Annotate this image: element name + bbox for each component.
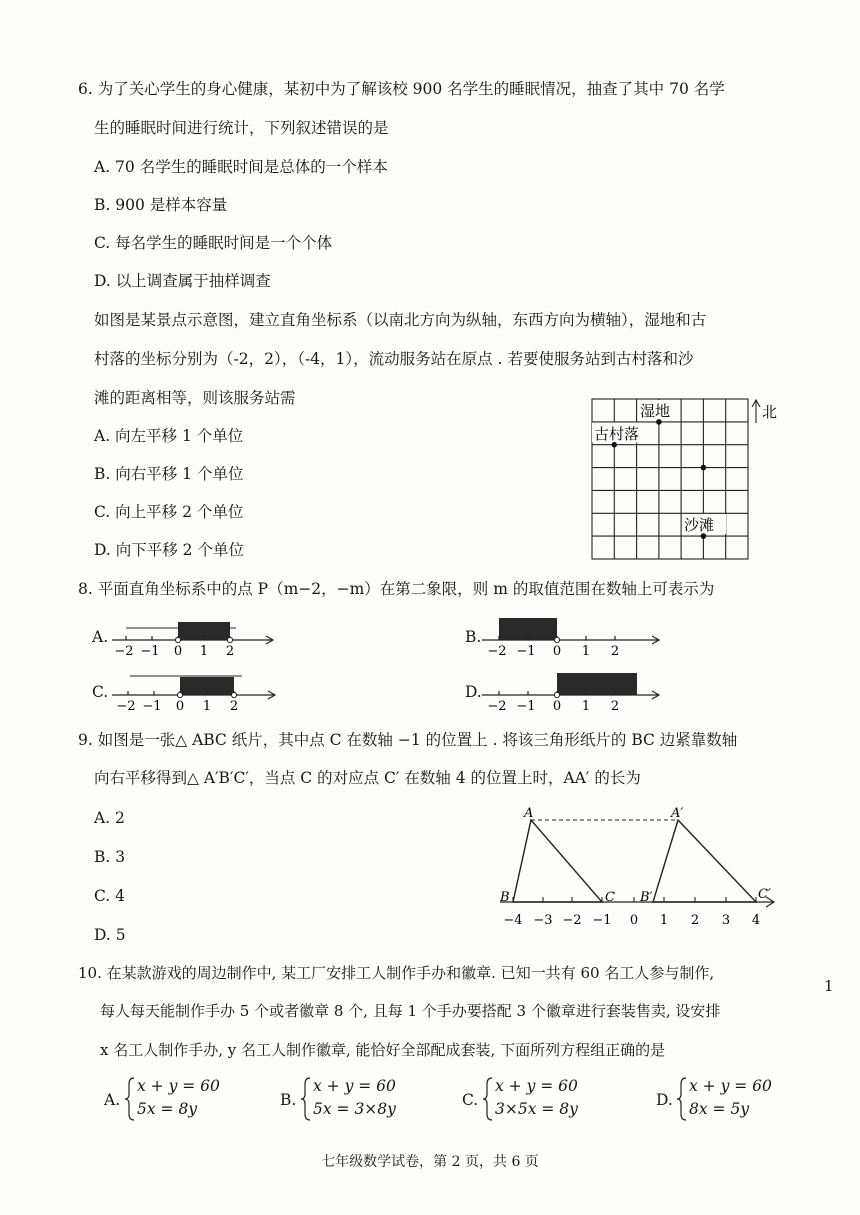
origin-point — [701, 465, 707, 471]
option-label: A. — [104, 1091, 121, 1109]
tick: −1 — [516, 644, 536, 657]
q8-option-d-label: D. — [465, 683, 482, 701]
q9-option-b: B. 3 — [94, 848, 126, 866]
tick: −3 — [533, 913, 553, 928]
q7-option-b: B. 向右平移 1 个单位 — [94, 465, 244, 483]
q9-option-c: C. 4 — [94, 887, 126, 905]
tick: −2 — [562, 913, 582, 928]
q7-option-c: C. 向上平移 2 个单位 — [94, 503, 244, 521]
equation-1: x + y = 60 — [137, 1077, 220, 1095]
north-label: 北 — [762, 403, 778, 421]
label-b: B — [500, 890, 510, 905]
tick: 0 — [629, 913, 639, 928]
brace-icon — [482, 1076, 494, 1122]
brace-icon — [124, 1076, 136, 1122]
tick: −2 — [487, 699, 507, 712]
equation-1: x + y = 60 — [495, 1077, 578, 1095]
label-c: C — [605, 890, 615, 905]
q6-option-a: A. 70 名学生的睡眠时间是总体的一个样本 — [94, 158, 388, 176]
equation-2: 5x = 8y — [137, 1100, 198, 1118]
beach-point — [701, 533, 707, 539]
brace-icon — [676, 1076, 688, 1122]
label-c-prime: C′ — [758, 887, 771, 902]
tick: −1 — [142, 699, 162, 712]
tick: 3 — [721, 913, 731, 928]
tick: 1 — [581, 644, 591, 657]
q7-stem-line2: 村落的坐标分别为（-2，2），（-4，1），流动服务站在原点 . 若要使服务站到古村落和沙 — [94, 350, 694, 368]
equation-1: x + y = 60 — [689, 1077, 772, 1095]
q10-stem-line1: 10. 在某款游戏的周边制作中, 某工厂安排工人制作手办和徽章. 已知一共有 60 名工人参与制作, — [78, 964, 715, 982]
wetland-label: 湿地 — [640, 402, 671, 420]
q7-option-a: A. 向左平移 1 个单位 — [94, 427, 244, 445]
q6-stem-line1: 6. 为了关心学生的身心健康，某初中为了解该校 900 名学生的睡眠情况，抽查了其中 70 名学 — [78, 80, 725, 98]
tick: 4 — [751, 913, 761, 928]
triangle-translation-figure — [494, 800, 784, 935]
village-label: 古村落 — [594, 425, 640, 443]
brace-icon — [300, 1076, 312, 1122]
scenic-map-grid — [586, 395, 786, 565]
equation-2: 3×5x = 8y — [495, 1100, 578, 1118]
q6-option-b: B. 900 是样本容量 — [94, 196, 228, 214]
q10-stem-line2: 每人每天能制作手办 5 个或者徽章 8 个, 且每 1 个手办要搭配 3 个徽章进行套装售卖, 设安排 — [100, 1002, 721, 1020]
q9-option-d: D. 5 — [94, 926, 126, 944]
equation-2: 8x = 5y — [689, 1100, 750, 1118]
q10-stem-line3: x 名工人制作手办, y 名工人制作徽章, 能恰好全部配成套装, 下面所列方程组正确的是 — [100, 1041, 666, 1059]
tick: 1 — [581, 699, 591, 712]
option-label: C. — [462, 1091, 479, 1109]
tick: 2 — [610, 699, 620, 712]
q6-stem-line2: 生的睡眠时间进行统计，下列叙述错误的是 — [94, 119, 389, 137]
q7-stem-line3: 滩的距离相等，则该服务站需 — [94, 389, 296, 407]
triangle-abc-prime — [653, 820, 756, 902]
q8-option-b-label: B. — [465, 628, 482, 646]
tick: 1 — [199, 644, 209, 657]
page-footer: 七年级数学试卷，第 2 页，共 6 页 — [321, 1154, 539, 1170]
tick: −2 — [116, 699, 136, 712]
q8-numberline-a — [112, 612, 282, 657]
triangle-abc — [513, 820, 602, 902]
q7-stem-line1: 如图是某景点示意图，建立直角坐标系（以南北方向为纵轴，东西方向为横轴），湿地和古 — [94, 311, 707, 329]
q8-numberline-d — [482, 667, 662, 712]
tick: 0 — [175, 699, 185, 712]
tick: 1 — [659, 913, 669, 928]
tick: 1 — [202, 699, 212, 712]
tick: −4 — [503, 913, 523, 928]
side-page-mark: 1 — [824, 977, 834, 995]
tick: 0 — [552, 644, 562, 657]
q9-option-a: A. 2 — [94, 809, 125, 827]
equation-1: x + y = 60 — [313, 1077, 396, 1095]
q6-option-c: C. 每名学生的睡眠时间是一个个体 — [94, 234, 333, 252]
tick: 0 — [552, 699, 562, 712]
q8-numberline-c — [112, 667, 282, 712]
tick: −2 — [487, 644, 507, 657]
tick: −1 — [516, 699, 536, 712]
q8-stem: 8. 平面直角坐标系中的点 P（m−2，−m）在第二象限，则 m 的取值范围在数轴上可表示为 — [78, 580, 715, 598]
tick: 2 — [225, 644, 235, 657]
tick: 2 — [690, 913, 700, 928]
tick: −2 — [114, 644, 134, 657]
tick: −1 — [140, 644, 160, 657]
tick: 2 — [610, 644, 620, 657]
tick: 0 — [173, 644, 183, 657]
option-label: B. — [280, 1091, 297, 1109]
q9-stem-line2: 向右平移得到△ A′B′C′，当点 C 的对应点 C′ 在数轴 4 的位置上时，AA′ 的长为 — [94, 769, 641, 787]
q8-option-a-label: A. — [92, 628, 109, 646]
q7-option-d: D. 向下平移 2 个单位 — [94, 541, 244, 559]
label-a-prime: A′ — [671, 806, 684, 821]
q6-option-d: D. 以上调查属于抽样调查 — [94, 272, 271, 290]
option-label: D. — [656, 1091, 673, 1109]
equation-2: 5x = 3×8y — [313, 1100, 396, 1118]
q8-option-c-label: C. — [92, 683, 109, 701]
label-a: A — [524, 806, 534, 821]
q8-numberline-b — [482, 612, 662, 657]
tick: −1 — [592, 913, 612, 928]
tick: 2 — [229, 699, 239, 712]
q9-stem-line1: 9. 如图是一张△ ABC 纸片，其中点 C 在数轴 −1 的位置上 . 将该三角形纸片的 BC 边紧靠数轴 — [78, 731, 738, 749]
label-b-prime: B′ — [640, 890, 653, 905]
beach-label: 沙滩 — [684, 516, 715, 534]
